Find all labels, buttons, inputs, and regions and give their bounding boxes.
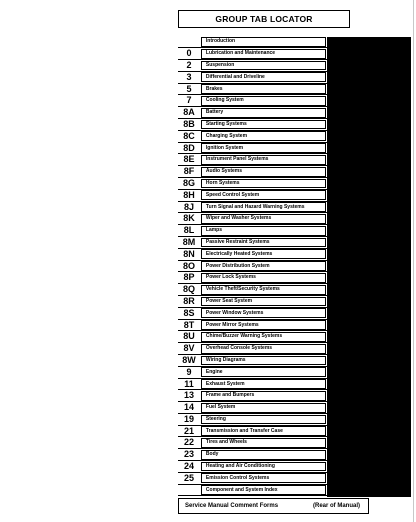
comment-forms-label: Service Manual Comment Forms xyxy=(185,503,279,509)
section-title[interactable]: Engine xyxy=(201,367,326,377)
section-title[interactable]: Brakes xyxy=(201,84,326,94)
section-title[interactable]: Vehicle Theft/Security Systems xyxy=(201,285,326,295)
section-number: 8R xyxy=(183,295,195,306)
section-row[interactable] xyxy=(178,120,411,132)
row-divider xyxy=(178,495,327,496)
section-tab-marker xyxy=(327,238,411,250)
section-row[interactable] xyxy=(178,238,411,250)
section-number: 8A xyxy=(183,107,195,118)
section-number: 14 xyxy=(183,402,194,413)
section-row[interactable] xyxy=(178,202,411,214)
section-title[interactable]: Wiring Diagrams xyxy=(201,356,326,366)
section-number: 8V xyxy=(183,343,195,354)
section-title[interactable]: Lamps xyxy=(201,226,326,236)
section-row[interactable] xyxy=(178,426,411,438)
section-title[interactable]: Emission Control Systems xyxy=(201,473,326,483)
section-row[interactable] xyxy=(178,320,411,332)
section-title[interactable]: Differential and Driveline xyxy=(201,72,326,82)
section-number: 0 xyxy=(186,48,192,59)
section-number: 13 xyxy=(183,390,194,401)
section-tab-marker xyxy=(327,37,411,49)
section-tab-marker xyxy=(327,438,411,450)
section-number: 19 xyxy=(183,413,194,424)
section-tab-marker xyxy=(327,379,411,391)
section-tab-marker xyxy=(327,367,411,379)
section-row[interactable] xyxy=(178,49,411,61)
section-tab-marker xyxy=(327,261,411,273)
section-row[interactable] xyxy=(178,96,411,108)
page-title xyxy=(178,10,350,28)
section-tab-marker xyxy=(327,49,411,61)
section-number: 21 xyxy=(183,425,194,436)
section-tab-marker xyxy=(327,226,411,238)
section-number: 8O xyxy=(182,260,195,271)
section-number: 3 xyxy=(186,71,192,82)
section-number: 8E xyxy=(183,154,195,165)
section-title[interactable]: Instrument Panel Systems xyxy=(201,155,326,165)
section-number: 8H xyxy=(183,189,195,200)
section-row[interactable] xyxy=(178,297,411,309)
section-tab-marker xyxy=(327,214,411,226)
section-number xyxy=(178,37,200,47)
section-number: 7 xyxy=(186,95,192,106)
section-tab-marker xyxy=(327,426,411,438)
section-title[interactable]: Turn Signal and Hazard Warning Systems xyxy=(201,202,326,212)
section-title[interactable]: Power Mirror Systems xyxy=(201,320,326,330)
section-title[interactable]: Horn Systems xyxy=(201,179,326,189)
section-tab-marker xyxy=(327,285,411,297)
section-title[interactable]: Battery xyxy=(201,108,326,118)
section-row[interactable] xyxy=(178,72,411,84)
section-row[interactable] xyxy=(178,332,411,344)
section-row[interactable] xyxy=(178,84,411,96)
section-row[interactable] xyxy=(178,462,411,474)
section-title[interactable]: Power Seat System xyxy=(201,297,326,307)
section-tab-marker xyxy=(327,308,411,320)
section-row[interactable] xyxy=(178,179,411,191)
section-number: 8J xyxy=(183,201,194,212)
section-number: 8Q xyxy=(182,284,195,295)
section-tab-marker xyxy=(327,249,411,261)
section-row[interactable] xyxy=(178,37,411,49)
section-row[interactable] xyxy=(178,285,411,297)
section-row[interactable] xyxy=(178,367,411,379)
section-number: 8U xyxy=(183,331,195,342)
section-title[interactable]: Overhead Console Systems xyxy=(201,344,326,354)
section-row[interactable] xyxy=(178,344,411,356)
section-row[interactable] xyxy=(178,356,411,368)
section-tab-marker xyxy=(327,462,411,474)
section-title[interactable]: Frame and Bumpers xyxy=(201,391,326,401)
section-title[interactable]: Steering xyxy=(201,415,326,425)
section-number: 8C xyxy=(183,130,195,141)
section-number: 8B xyxy=(183,118,195,129)
section-title[interactable]: Ignition System xyxy=(201,143,326,153)
section-number: 9 xyxy=(186,366,192,377)
section-row[interactable] xyxy=(178,273,411,285)
section-tab-marker xyxy=(327,415,411,427)
section-tab-marker xyxy=(327,473,411,485)
section-number: 8L xyxy=(183,225,195,236)
section-tab-marker xyxy=(327,72,411,84)
section-tab-marker xyxy=(327,108,411,120)
section-tab-marker xyxy=(327,344,411,356)
section-number: 25 xyxy=(183,472,194,483)
section-number: 11 xyxy=(184,378,194,389)
section-tab-marker xyxy=(327,190,411,202)
section-tab-marker xyxy=(327,273,411,285)
section-tab-marker xyxy=(327,179,411,191)
section-row[interactable] xyxy=(178,438,411,450)
section-number: 8G xyxy=(182,177,195,188)
section-row[interactable] xyxy=(178,108,411,120)
section-title[interactable]: Fuel System xyxy=(201,403,326,413)
section-title[interactable]: Cooling System xyxy=(201,96,326,106)
section-tab-marker xyxy=(327,403,411,415)
section-number: 8K xyxy=(183,213,195,224)
section-title[interactable]: Starting Systems xyxy=(201,120,326,130)
section-row[interactable] xyxy=(178,261,411,273)
section-number: 8P xyxy=(183,272,195,283)
section-row[interactable] xyxy=(178,379,411,391)
comment-forms-location: (Rear of Manual) xyxy=(312,503,360,509)
section-tab-marker xyxy=(327,143,411,155)
section-tab-marker xyxy=(327,120,411,132)
section-row[interactable] xyxy=(178,155,411,167)
section-tab-marker xyxy=(327,167,411,179)
section-tab-marker xyxy=(327,202,411,214)
section-title[interactable]: Component and System Index xyxy=(201,485,326,495)
comment-forms-box xyxy=(178,498,369,514)
section-row[interactable] xyxy=(178,61,411,73)
section-title[interactable]: Introduction xyxy=(201,37,326,47)
section-row[interactable] xyxy=(178,214,411,226)
section-row[interactable] xyxy=(178,226,411,238)
section-number: 24 xyxy=(183,461,194,472)
section-title[interactable]: Passive Restraint Systems xyxy=(201,238,326,248)
section-tab-marker xyxy=(327,96,411,108)
section-number: 8N xyxy=(183,248,195,259)
section-title[interactable]: Speed Control System xyxy=(201,190,326,200)
section-row[interactable] xyxy=(178,190,411,202)
section-row[interactable] xyxy=(178,131,411,143)
section-number: 2 xyxy=(186,59,192,70)
section-number: 8M xyxy=(182,236,196,247)
section-tab-marker xyxy=(327,84,411,96)
section-title[interactable]: Tires and Wheels xyxy=(201,438,326,448)
section-title[interactable]: Body xyxy=(201,450,326,460)
page-edge xyxy=(413,0,414,522)
section-tab-marker xyxy=(327,391,411,403)
section-row[interactable] xyxy=(178,308,411,320)
section-title[interactable]: Charging System xyxy=(201,131,326,141)
section-title[interactable]: Suspension xyxy=(201,61,326,71)
section-title[interactable]: Power Window Systems xyxy=(201,308,326,318)
section-row[interactable] xyxy=(178,473,411,485)
section-title[interactable]: Chime/Buzzer Warning Systems xyxy=(201,332,326,342)
section-tab-marker xyxy=(327,356,411,368)
section-title[interactable]: Electrically Heated Systems xyxy=(201,249,326,259)
section-tab-marker xyxy=(327,297,411,309)
section-tab-marker xyxy=(327,131,411,143)
section-row[interactable] xyxy=(178,450,411,462)
section-row[interactable] xyxy=(178,249,411,261)
section-row[interactable] xyxy=(178,485,411,497)
section-row[interactable] xyxy=(178,143,411,155)
section-number: 8F xyxy=(183,166,195,177)
section-title[interactable]: Heating and Air Conditioning xyxy=(201,462,326,472)
section-title[interactable]: Exhaust System xyxy=(201,379,326,389)
section-title[interactable]: Lubrication and Maintenance xyxy=(201,49,326,59)
section-number: 8D xyxy=(183,142,195,153)
section-number: 22 xyxy=(183,437,194,448)
section-tab-marker xyxy=(327,450,411,462)
section-row[interactable] xyxy=(178,403,411,415)
section-number: 8W xyxy=(182,354,196,365)
section-title[interactable]: Audio Systems xyxy=(201,167,326,177)
section-number: 5 xyxy=(186,83,192,94)
section-number: 8T xyxy=(183,319,195,330)
section-title[interactable]: Power Distribution System xyxy=(201,261,326,271)
section-number: 23 xyxy=(183,449,194,460)
section-row[interactable] xyxy=(178,167,411,179)
section-tab-marker xyxy=(327,155,411,167)
section-row[interactable] xyxy=(178,391,411,403)
section-tab-marker xyxy=(327,320,411,332)
section-tab-marker xyxy=(327,485,411,497)
section-number xyxy=(178,485,200,495)
section-title[interactable]: Transmission and Transfer Case xyxy=(201,426,326,436)
section-row[interactable] xyxy=(178,415,411,427)
section-title[interactable]: Power Lock Systems xyxy=(201,273,326,283)
tab-locator-list xyxy=(178,37,411,497)
page-title-text: GROUP TAB LOCATOR xyxy=(215,14,313,24)
section-title[interactable]: Wiper and Washer Systems xyxy=(201,214,326,224)
section-tab-marker xyxy=(327,332,411,344)
section-tab-marker xyxy=(327,61,411,73)
section-number: 8S xyxy=(183,307,195,318)
